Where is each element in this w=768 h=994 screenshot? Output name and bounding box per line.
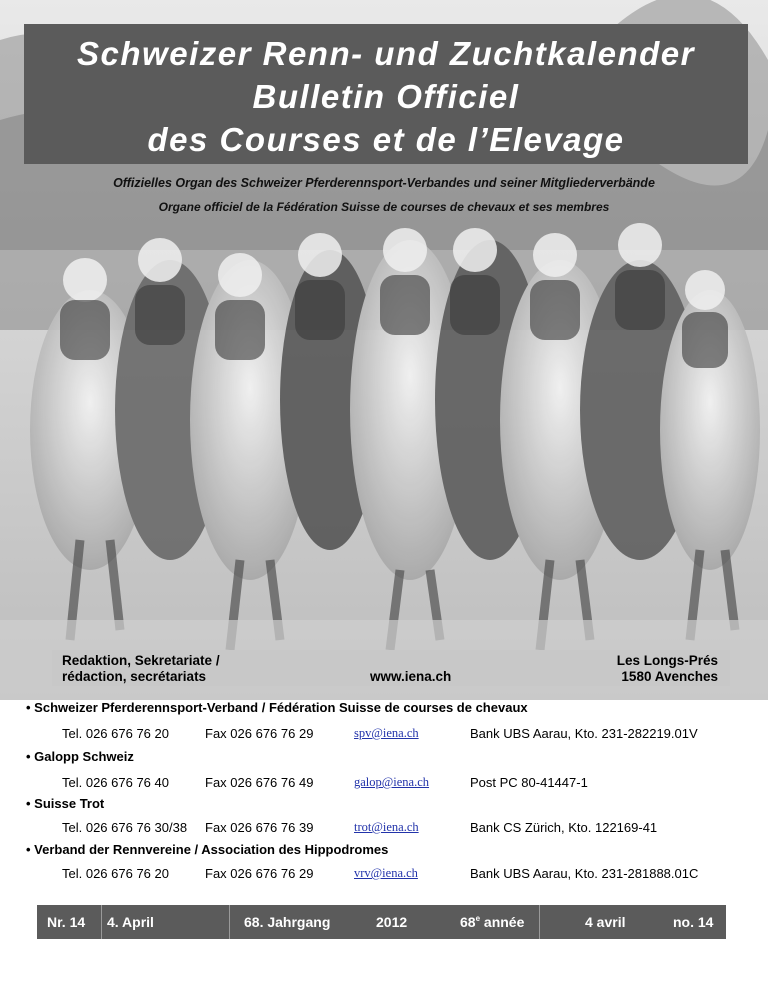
bank-account: Bank UBS Aarau, Kto. 231-282219.01V	[470, 726, 698, 741]
publication-title	[24, 24, 748, 164]
issue-info-bar	[37, 905, 726, 939]
org-name-trot: • Suisse Trot	[26, 796, 105, 811]
editorial-label: Redaktion, Sekretariate / rédaction, secrétariats	[62, 653, 220, 684]
org-name-spv: • Schweizer Pferderennsport-Verband / Fédération Suisse de courses de chevaux	[26, 700, 528, 715]
email-link[interactable]: spv@iena.ch	[354, 726, 419, 740]
divider	[539, 905, 540, 939]
phone: Tel. 026 676 76 20	[62, 726, 169, 741]
year: 2012	[376, 914, 408, 930]
volume-fr: 68e année	[460, 914, 525, 930]
fax: Fax 026 676 76 39	[205, 820, 314, 835]
email-link[interactable]: vrv@iena.ch	[354, 866, 418, 880]
volume-de: 68. Jahrgang	[244, 914, 331, 930]
fax: Fax 026 676 76 29	[205, 726, 314, 741]
org-contact-row-trot	[62, 820, 742, 836]
org-contact-row-spv	[62, 726, 742, 742]
phone: Tel. 026 676 76 20	[62, 866, 169, 881]
issue-date-de: 4. April	[107, 914, 154, 930]
email-link[interactable]: galop@iena.ch	[354, 775, 430, 789]
bank-account: Post PC 80-41447-1	[470, 775, 588, 790]
address: Les Longs-Prés 1580 Avenches	[616, 653, 718, 684]
title-line-2: Bulletin Officiel	[252, 78, 520, 115]
bank-account: Bank UBS Aarau, Kto. 231-281888.01C	[470, 866, 699, 881]
fax: Fax 026 676 76 49	[205, 775, 314, 790]
divider	[229, 905, 230, 939]
title-line-1: Schweizer Renn- und Zuchtkalender	[77, 35, 695, 72]
org-contact-row-galopp	[62, 775, 742, 791]
divider	[101, 905, 102, 939]
subtitle-german: Offizielles Organ des Schweizer Pferderennsport-Verbandes und seiner Mitgliederverbände	[113, 176, 655, 190]
org-name-galopp: • Galopp Schweiz	[26, 749, 134, 764]
title-line-3: des Courses et de l’Elevage	[147, 121, 625, 158]
editorial-contact-box	[52, 650, 730, 686]
bank-account: Bank CS Zürich, Kto. 122169-41	[470, 820, 658, 835]
phone: Tel. 026 676 76 40	[62, 775, 169, 790]
phone: Tel. 026 676 76 30/38	[62, 820, 188, 835]
fax: Fax 026 676 76 29	[205, 866, 314, 881]
issue-number-fr: no. 14	[673, 914, 714, 930]
org-name-vrv: • Verband der Rennvereine / Association des Hippodromes	[26, 842, 389, 857]
org-contact-row-vrv	[62, 866, 742, 882]
website-link[interactable]: www.iena.ch	[370, 669, 452, 684]
email-link[interactable]: trot@iena.ch	[354, 820, 419, 834]
issue-date-fr: 4 avril	[585, 914, 626, 930]
subtitle-french: Organe officiel de la Fédération Suisse de courses de chevaux et ses membres	[158, 200, 610, 214]
issue-number: Nr. 14	[47, 914, 86, 930]
